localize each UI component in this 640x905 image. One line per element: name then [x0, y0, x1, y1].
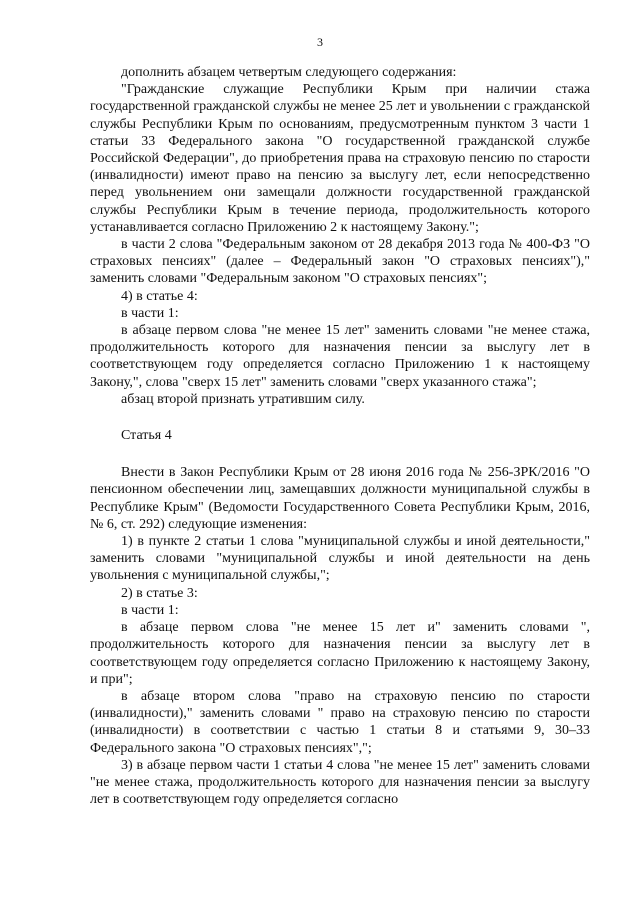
paragraph: в абзаце первом слова "не менее 15 лет и" заменить словами ", продолжительность которого для назначения пенсии за выслугу лет в соответствующем году определяется согласно Приложению к настоящему Закону, и при";	[90, 620, 590, 687]
paragraph: в части 1:	[121, 602, 179, 618]
paragraph: 4) в статье 4:	[121, 288, 198, 304]
paragraph: 3) в абзаце первом части 1 статьи 4 слова "не менее 15 лет" заменить словами "не менее стажа, продолжительность которого для назначения пенсии за выслугу лет в соответствующем году определяется согласно	[90, 757, 590, 808]
paragraph: в части 1:	[121, 305, 179, 321]
paragraph: в абзаце первом слова "не менее 15 лет" заменить словами "не менее стажа, продолжительность которого для назначения пенсии за выслугу лет в соответствующем году определяется согласно Приложению 1 к настоящему Закону,", слова "сверх 15 лет" заменить словами "сверх указанного стажа";	[90, 323, 590, 390]
paragraph: 1) в пункте 2 статьи 1 слова "муниципальной службы и иной деятельности," заменить словами "муниципальной службы и иной деятельности на день увольнения с муниципальной службы,";	[90, 534, 590, 584]
paragraph: "Гражданские служащие Республики Крым при наличии стажа государственной гражданской службы не менее 25 лет и увольнении с гражданской службы Республики Крым по основаниям, предусмотренным пунктом 3 части 1 статьи 33 Федерального закона "О государственной гражданской службе Российской Федерации", до приобретения права на страховую пенсию по старости (инвалидности) имеют право на пенсию за выслугу лет, если непосредственно перед увольнением они замещали должности государственной гражданской службы Республики Крым в течение периода, продолжительность которого устанавливается согласно Приложению 2 к настоящему Закону.";	[90, 82, 590, 235]
paragraph: в абзаце втором слова "право на страховую пенсию по старости (инвалидности)," заменить словами " право на страховую пенсию по старости (инвалидности) в соответствии с частью 1 статьи 8 и статьями 9, 30–33 Федерального закона "О страховых пенсиях",";	[90, 688, 590, 756]
paragraph: 2) в статье 3:	[121, 585, 198, 601]
page-number: 3	[317, 35, 323, 49]
paragraph: дополнить абзацем четвертым следующего содержания:	[121, 65, 457, 80]
paragraph: абзац второй признать утратившим силу.	[121, 391, 365, 407]
document-body	[90, 64, 590, 808]
article-heading: Статья 4	[121, 428, 172, 444]
paragraph: Внести в Закон Республики Крым от 28 июня 2016 года № 256-ЗРК/2016 "О пенсионном обеспечении лиц, замещавших должности муниципальной службы в Республике Крым" (Ведомости Государственного Совета Республики Крым, 2016, № 6, ст. 292) следующие изменения:	[90, 465, 590, 532]
paragraph: в части 2 слова "Федеральным законом от 28 декабря 2013 года № 400-ФЗ "О страховых пенсиях" (далее – Федеральный закон "О страховых пенсиях")," заменить словами "Федеральным законом "О страховых пенсиях";	[90, 237, 590, 287]
